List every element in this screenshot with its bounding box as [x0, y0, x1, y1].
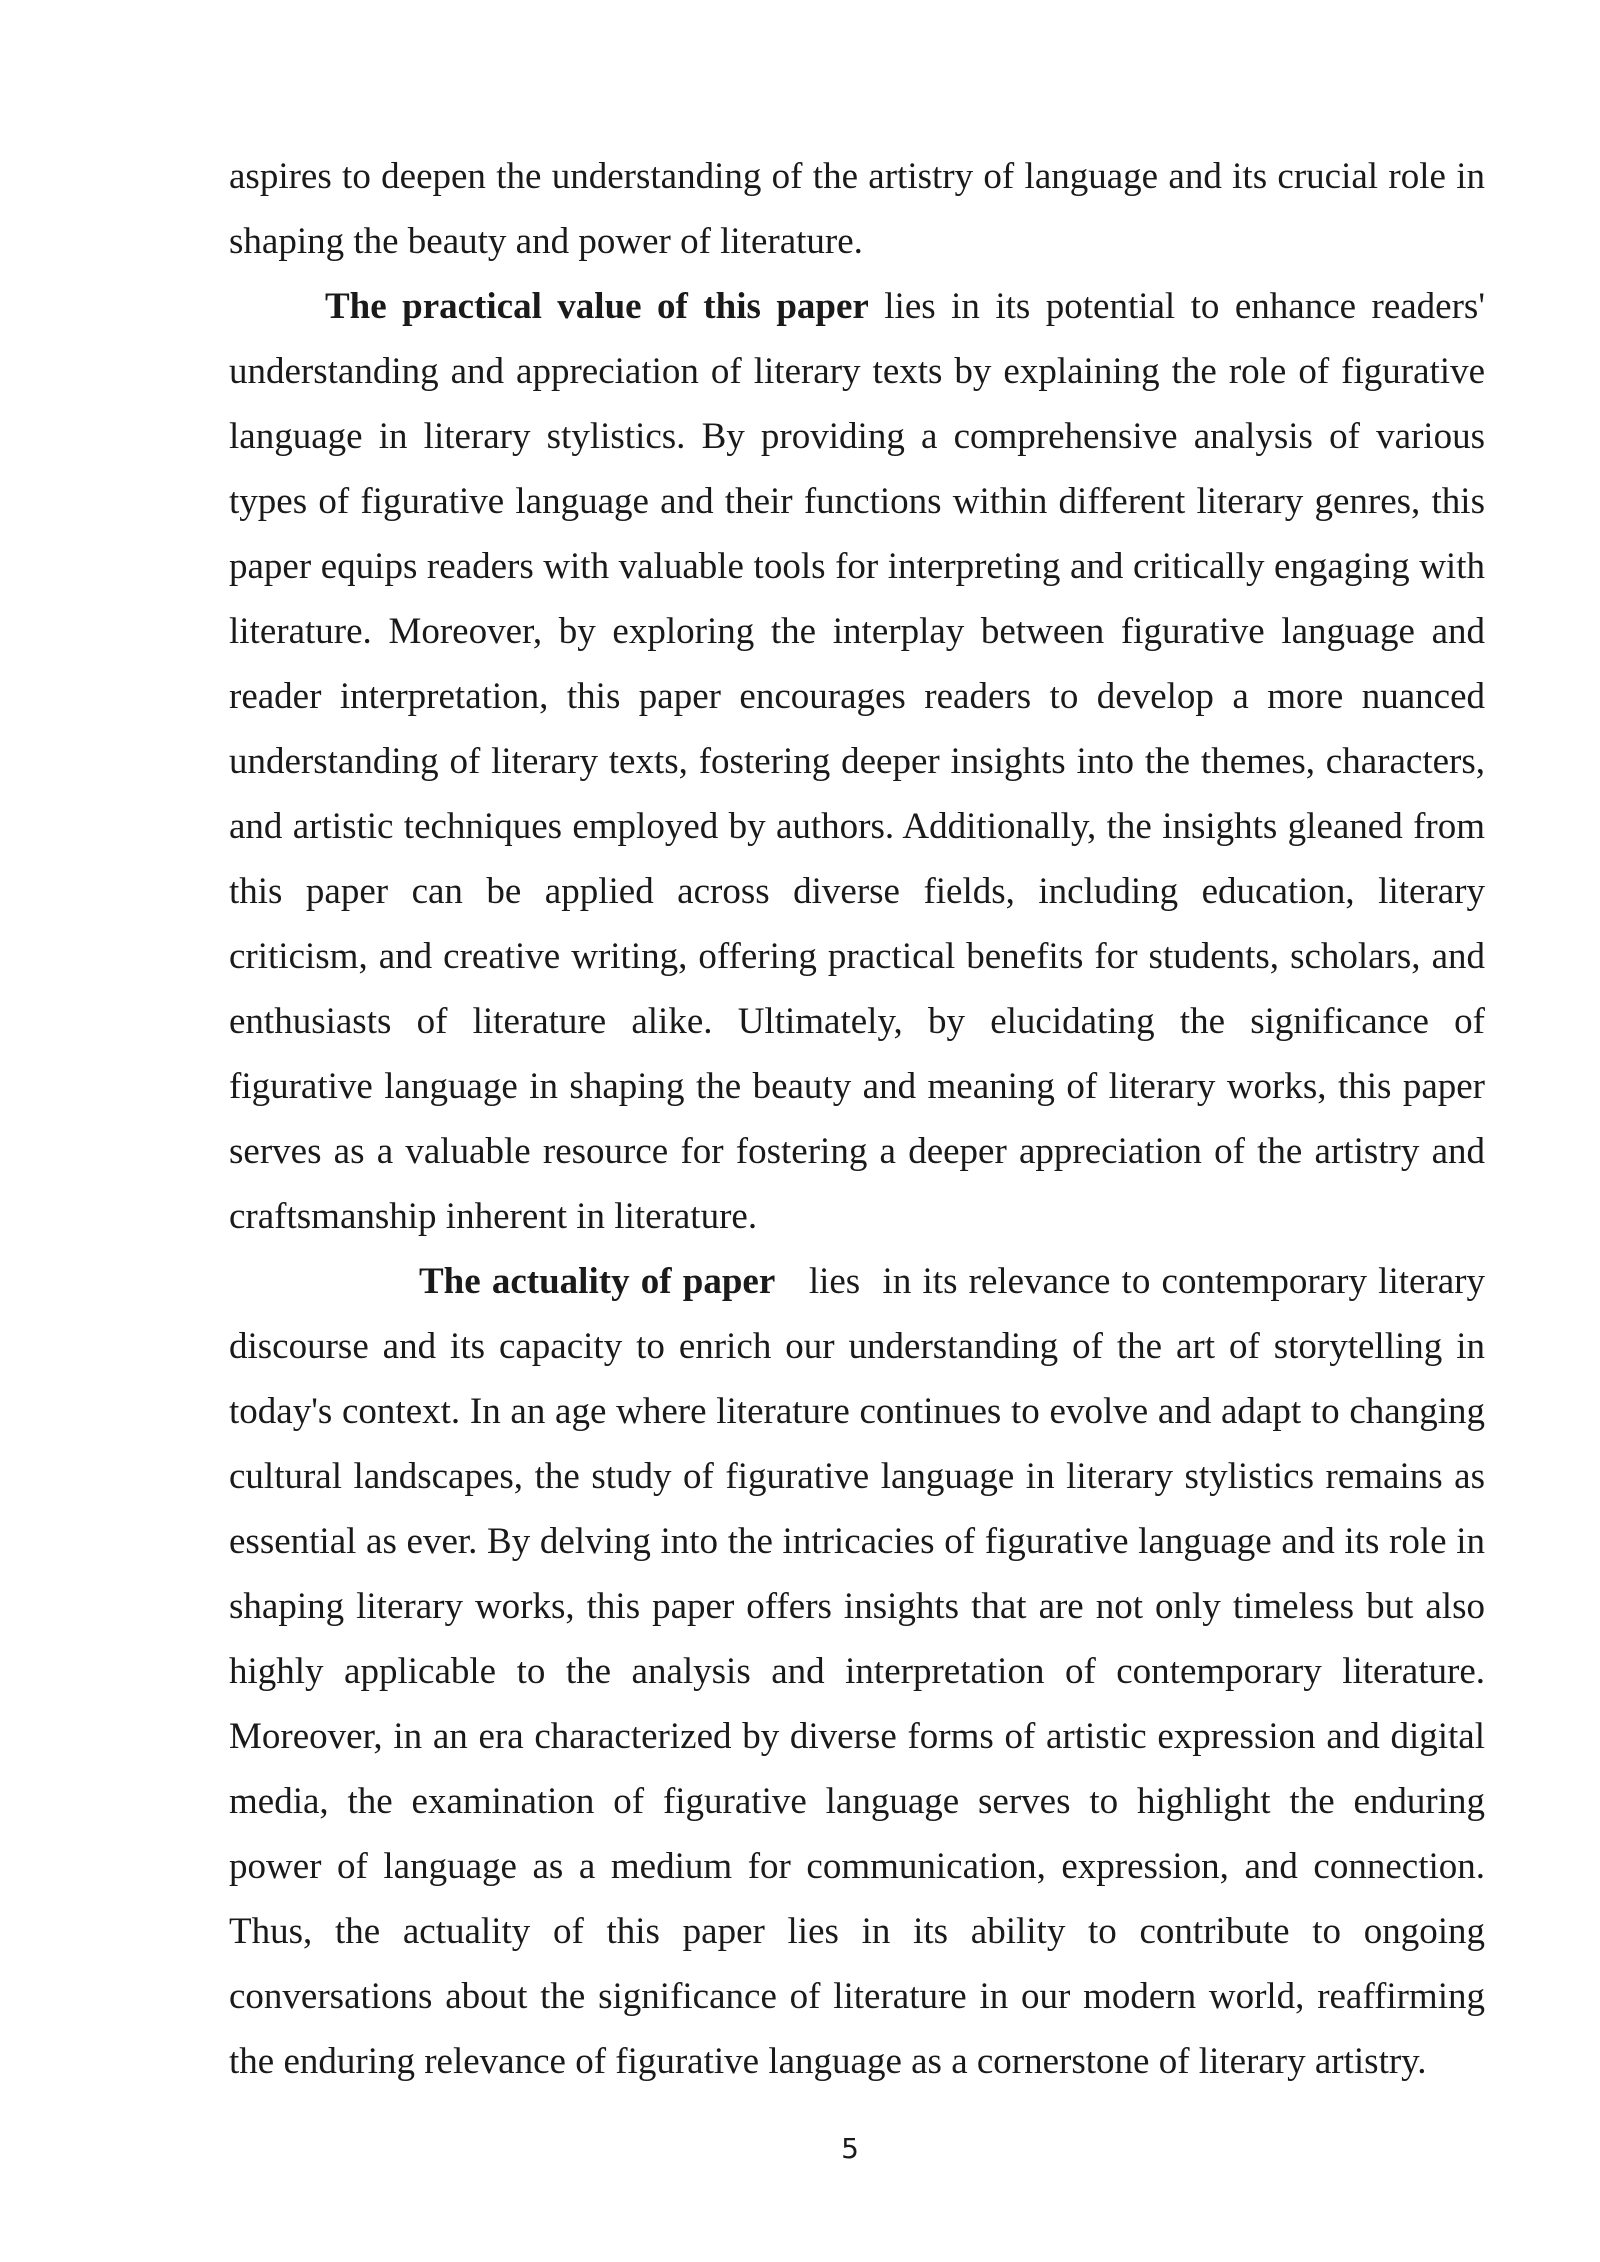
paragraph-continuation	[229, 144, 1485, 274]
paragraph-text: lies in its relevance to contemporary literary discourse and its capacity to enrich our understanding of the art of storytelling in today's context. In an age where literature continues to evolve and adapt to changing cultural landscapes, the study of figurative language in literary stylistics remains as essential as ever. By delving into the intricacies of figurative language and its role in shaping literary works, this paper offers insights that are not only timeless but also highly applicable to the analysis and interpretation of contemporary literature. Moreover, in an era characterized by diverse forms of artistic expression and digital media, the examination of figurative language serves to highlight the enduring power of language as a medium for communication, expression, and connection. Thus, the actuality of this paper lies in its ability to contribute to ongoing conversations about the significance of literature in our modern world, reaffirming the enduring relevance of figurative language as a cornerstone of literary artistry.	[229, 1261, 1495, 2082]
paragraph-text: lies in its potential to enhance readers' understanding and appreciation of literary texts by explaining the role of figurative language in literary stylistics. By providing a comprehensive analysis of various types of figurative language and their functions within different literary genres, this paper equips readers with valuable tools for interpreting and critically engaging with literature. Moreover, by exploring the interplay between figurative language and reader interpretation, this paper encourages readers to develop a more nuanced understanding of literary texts, fostering deeper insights into the themes, characters, and artistic techniques employed by authors. Additionally, the insights gleaned from this paper can be applied across diverse fields, including education, literary criticism, and creative writing, offering practical benefits for students, scholars, and enthusiasts of literature alike. Ultimately, by elucidating the significance of figurative language in shaping the beauty and meaning of literary works, this paper serves as a valuable resource for fostering a deeper appreciation of the artistry and craftsmanship inherent in literature.	[229, 286, 1485, 1237]
paragraph-text: aspires to deepen the understanding of the artistry of language and its crucial role in shaping the beauty and power of literature.	[229, 156, 1485, 262]
page-number: 5	[841, 2132, 859, 2165]
paragraph-practical-value	[229, 274, 1485, 1249]
paragraph-lead-practical-value: The practical value of this paper	[325, 286, 869, 327]
body-text	[229, 144, 1495, 2094]
paragraph-actuality	[229, 1249, 1495, 2094]
paragraph-lead-actuality: The actuality of paper	[419, 1261, 776, 1302]
